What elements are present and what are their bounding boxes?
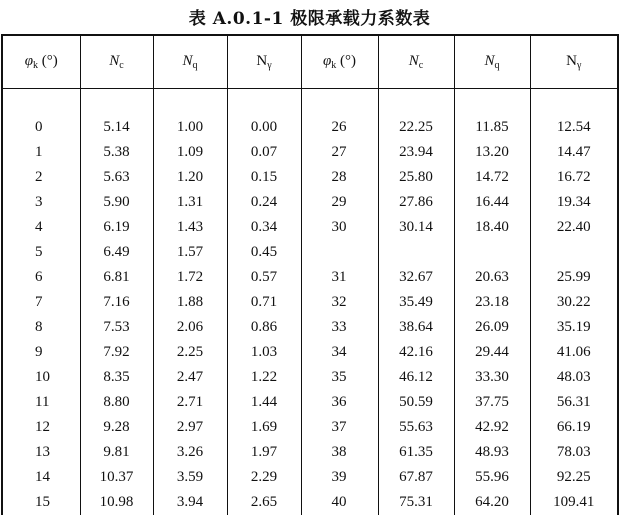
table-cell: 55.63 [378, 415, 454, 440]
table-cell: 1.97 [227, 440, 301, 465]
table-cell: 2.06 [153, 315, 227, 340]
header-nc-left: $N_c$ [80, 35, 153, 89]
table-cell: 1.44 [227, 390, 301, 415]
table-cell: 28 [301, 165, 378, 190]
table-cell: 5.90 [80, 190, 153, 215]
table-cell: 41.06 [530, 340, 618, 365]
table-cell: 8 [2, 315, 80, 340]
table-cell: 30 [301, 215, 378, 240]
table-cell: 29.44 [454, 340, 530, 365]
table-cell: 11.85 [454, 115, 530, 140]
table-cell: 4 [2, 215, 80, 240]
table-cell: 30.14 [378, 215, 454, 240]
header-nq-right: $N_q$ [454, 35, 530, 89]
table-cell: 9 [2, 340, 80, 365]
table-cell: 12.54 [530, 115, 618, 140]
table-row [2, 390, 618, 415]
table-cell: 33.30 [454, 365, 530, 390]
table-row [2, 165, 618, 190]
table-cell: 56.31 [530, 390, 618, 415]
table-cell: 7.92 [80, 340, 153, 365]
table-cell: 9.81 [80, 440, 153, 465]
table-cell: 38.64 [378, 315, 454, 340]
table-cell: 1 [2, 140, 80, 165]
table-cell: 1.88 [153, 290, 227, 315]
header-phi-left: $\varphi_k$ (°) [2, 35, 80, 89]
table-cell: 0.24 [227, 190, 301, 215]
table-cell: 64.20 [454, 490, 530, 515]
table-cell: 0 [2, 115, 80, 140]
header-nc-right: $N_c$ [378, 35, 454, 89]
header-ngamma-right: $N_\gamma$ [530, 35, 618, 89]
table-cell: 61.35 [378, 440, 454, 465]
table-cell: 0.34 [227, 215, 301, 240]
table-cell: 6 [2, 265, 80, 290]
table-cell: 14.72 [454, 165, 530, 190]
table-cell: 27.86 [378, 190, 454, 215]
table-row [2, 365, 618, 390]
table-row [2, 240, 618, 265]
table-cell: 22.25 [378, 115, 454, 140]
table-cell: 22.40 [530, 215, 618, 240]
table-cell: 50.59 [378, 390, 454, 415]
table-cell: 6.81 [80, 265, 153, 290]
table-cell: 2.29 [227, 465, 301, 490]
table-cell: 7 [2, 290, 80, 315]
table-cell: 2.47 [153, 365, 227, 390]
table-cell: 26 [301, 115, 378, 140]
table-cell: 6.49 [80, 240, 153, 265]
table-row [2, 465, 618, 490]
table-cell: 14.47 [530, 140, 618, 165]
table-cell: 55.96 [454, 465, 530, 490]
table-cell: 0.15 [227, 165, 301, 190]
table-row [2, 340, 618, 365]
table-cell: 11 [2, 390, 80, 415]
table-cell: 66.19 [530, 415, 618, 440]
table-cell: 40 [301, 490, 378, 515]
table-cell: 67.87 [378, 465, 454, 490]
table-cell: 1.20 [153, 165, 227, 190]
table-cell: 5.14 [80, 115, 153, 140]
table-cell: 13 [2, 440, 80, 465]
table-cell: 37.75 [454, 390, 530, 415]
table-cell: 8.35 [80, 365, 153, 390]
table-cell: 1.57 [153, 240, 227, 265]
table-cell: 42.16 [378, 340, 454, 365]
table-cell: 48.93 [454, 440, 530, 465]
table-cell: 1.00 [153, 115, 227, 140]
table-cell: 23.94 [378, 140, 454, 165]
table-cell: 1.31 [153, 190, 227, 215]
table-cell: 92.25 [530, 465, 618, 490]
table-cell: 32 [301, 290, 378, 315]
table-cell [454, 240, 530, 265]
table-cell: 19.34 [530, 190, 618, 215]
table-header-row [2, 35, 618, 89]
table-cell: 34 [301, 340, 378, 365]
table-cell [301, 240, 378, 265]
table-cell: 39 [301, 465, 378, 490]
bearing-capacity-factor-table [1, 34, 619, 515]
table-cell: 0.45 [227, 240, 301, 265]
table-cell: 0.57 [227, 265, 301, 290]
table-cell: 2.25 [153, 340, 227, 365]
table-cell: 35 [301, 365, 378, 390]
table-cell: 35.19 [530, 315, 618, 340]
table-cell: 26.09 [454, 315, 530, 340]
table-cell: 18.40 [454, 215, 530, 240]
table-cell: 78.03 [530, 440, 618, 465]
table-cell: 75.31 [378, 490, 454, 515]
table-cell [378, 240, 454, 265]
table-cell: 37 [301, 415, 378, 440]
table-row [2, 490, 618, 515]
table-cell: 9.28 [80, 415, 153, 440]
table-cell: 42.92 [454, 415, 530, 440]
table-cell: 8.80 [80, 390, 153, 415]
table-cell: 46.12 [378, 365, 454, 390]
table-cell: 7.16 [80, 290, 153, 315]
table-cell: 5.38 [80, 140, 153, 165]
table-cell: 14 [2, 465, 80, 490]
table-cell: 23.18 [454, 290, 530, 315]
header-ngamma-left: $N_\gamma$ [227, 35, 301, 89]
table-cell: 29 [301, 190, 378, 215]
table-cell: 16.72 [530, 165, 618, 190]
table-cell: 0.07 [227, 140, 301, 165]
table-cell: 3.59 [153, 465, 227, 490]
header-nq-left: $N_q$ [153, 35, 227, 89]
table-row [2, 215, 618, 240]
table-cell: 27 [301, 140, 378, 165]
table-cell: 6.19 [80, 215, 153, 240]
table-cell: 1.69 [227, 415, 301, 440]
table-cell: 3 [2, 190, 80, 215]
table-cell: 1.43 [153, 215, 227, 240]
table-cell: 3.26 [153, 440, 227, 465]
table-cell: 10 [2, 365, 80, 390]
table-cell: 10.37 [80, 465, 153, 490]
table-cell: 16.44 [454, 190, 530, 215]
table-row [2, 415, 618, 440]
header-phi-right: $\varphi_k$ (°) [301, 35, 378, 89]
table-cell: 1.72 [153, 265, 227, 290]
table-cell: 36 [301, 390, 378, 415]
table-row [2, 115, 618, 140]
table-row [2, 315, 618, 340]
spacer-row [2, 89, 618, 116]
table-cell: 0.71 [227, 290, 301, 315]
table-cell: 0.00 [227, 115, 301, 140]
table-row [2, 140, 618, 165]
table-cell: 10.98 [80, 490, 153, 515]
table-cell: 3.94 [153, 490, 227, 515]
table-cell: 32.67 [378, 265, 454, 290]
table-cell: 48.03 [530, 365, 618, 390]
table-cell: 2 [2, 165, 80, 190]
table-cell: 2.65 [227, 490, 301, 515]
table-cell: 5 [2, 240, 80, 265]
table-cell: 31 [301, 265, 378, 290]
table-cell: 15 [2, 490, 80, 515]
table-row [2, 440, 618, 465]
table-cell: 20.63 [454, 265, 530, 290]
table-cell: 1.22 [227, 365, 301, 390]
table-title: 表 A.0.1-1 极限承载力系数表 [188, 9, 431, 29]
table-row [2, 265, 618, 290]
table-cell: 5.63 [80, 165, 153, 190]
table-cell: 12 [2, 415, 80, 440]
table-row [2, 190, 618, 215]
table-cell: 1.03 [227, 340, 301, 365]
table-cell: 25.99 [530, 265, 618, 290]
table-cell: 109.41 [530, 490, 618, 515]
table-cell: 33 [301, 315, 378, 340]
table-cell: 0.86 [227, 315, 301, 340]
table-cell: 2.71 [153, 390, 227, 415]
table-cell: 13.20 [454, 140, 530, 165]
table-cell: 25.80 [378, 165, 454, 190]
table-cell: 30.22 [530, 290, 618, 315]
table-cell: 2.97 [153, 415, 227, 440]
table-cell: 35.49 [378, 290, 454, 315]
table-cell: 1.09 [153, 140, 227, 165]
table-cell: 38 [301, 440, 378, 465]
table-row [2, 290, 618, 315]
table-cell: 7.53 [80, 315, 153, 340]
table-cell [530, 240, 618, 265]
